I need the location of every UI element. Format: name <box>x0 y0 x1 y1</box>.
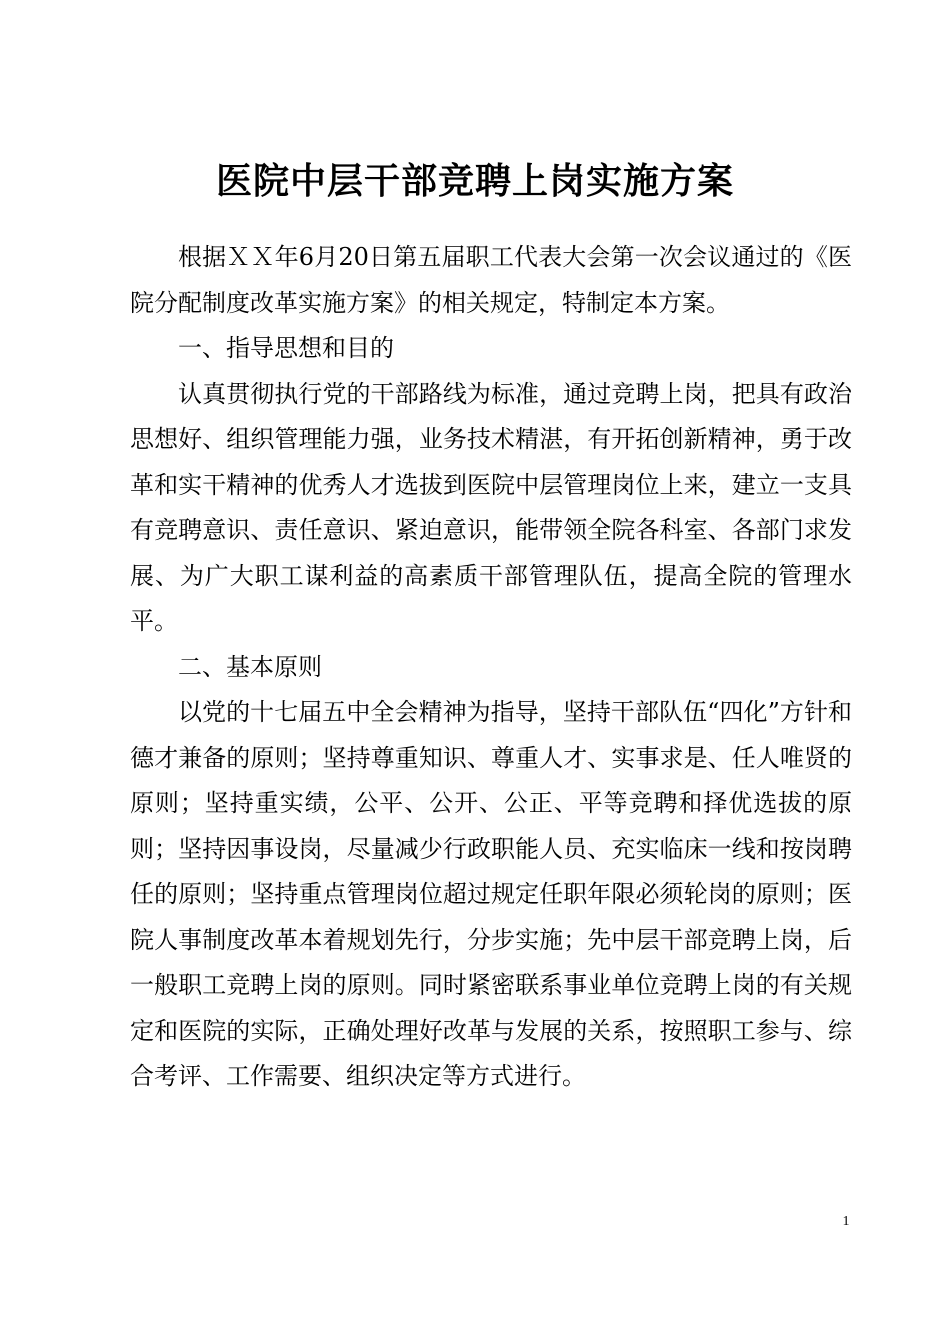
section-heading-1: 一、指导思想和目的 <box>178 334 394 362</box>
section-heading-2: 二、基本原则 <box>178 652 322 681</box>
document-body <box>130 235 852 1100</box>
section-body-2: 以党的十七届五中全会精神为指导，坚持干部队伍“四化”方针和德才兼备的原则；坚持尊重知识、尊重人才、实事求是、任人唯贤的原则；坚持重实绩，公平、公开、公正、平等竞聘和择优选拔的原则；坚持因事设岗，尽量减少行政职能人员、充实临床一线和按岗聘任的原则；坚持重点管理岗位超过规定任职年限必须轮岗的原则；医院人事制度改革本着规划先行，分步实施；先中层干部竞聘上岗，后一般职工竞聘上岗的原则。同时紧密联系事业单位竞聘上岗的有关规定和医院的实际，正确处理好改革与发展的关系，按照职工参与、综合考评、工作需要、组织决定等方式进行。 <box>130 698 852 1090</box>
intro-paragraph: 根据ＸＸ年6月20日第五届职工代表大会第一次会议通过的《医院分配制度改革实施方案》的相关规定，特制定本方案。 <box>130 243 852 317</box>
page-number: 1 <box>842 1214 850 1229</box>
section-body-1: 认真贯彻执行党的干部路线为标准，通过竞聘上岗，把具有政治思想好、组织管理能力强，业务技术精湛，有开拓创新精神，勇于改革和实干精神的优秀人才选拔到医院中层管理岗位上来，建立一支具有竞聘意识、责任意识、紧迫意识，能带领全院各科室、各部门求发展、为广大职工谋利益的高素质干部管理队伍，提高全院的管理水平。 <box>130 379 852 635</box>
document-title: 医院中层干部竞聘上岗实施方案 <box>215 160 734 202</box>
